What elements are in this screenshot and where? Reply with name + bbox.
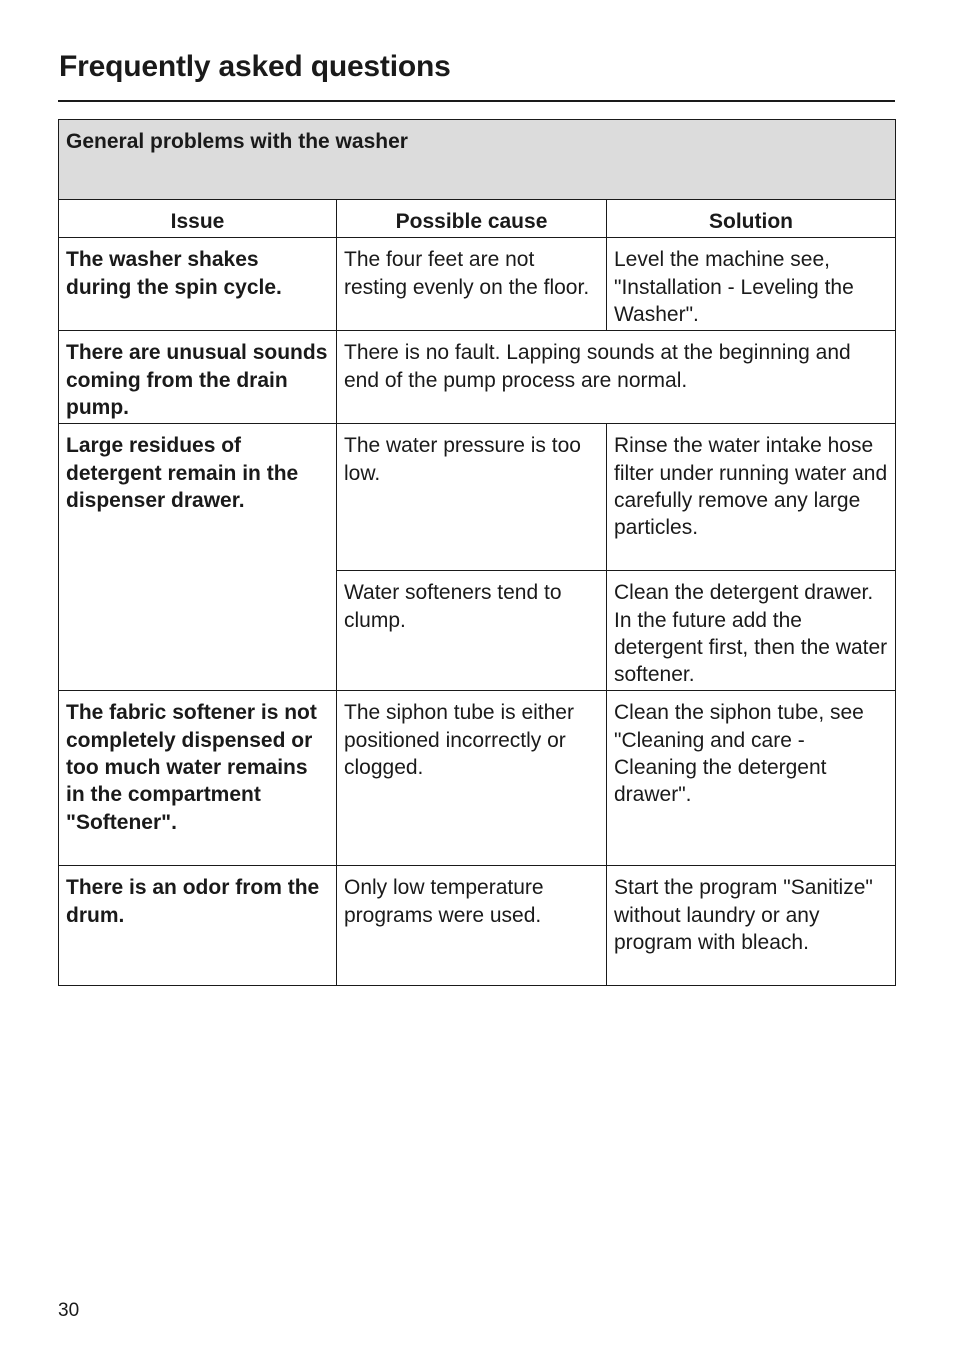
page-number: 30: [58, 1300, 80, 1321]
issue-cell: There is an odor from the drum.: [59, 866, 337, 986]
table-row: [59, 238, 896, 331]
solution-cell: Clean the detergent drawer. In the future add the detergent first, then the water softener.: [607, 571, 896, 691]
solution-cell: Rinse the water intake hose filter under running water and carefully remove any large particles.: [607, 424, 896, 571]
faq-table: [58, 119, 896, 986]
table-row: [59, 424, 896, 571]
cause-cell: Water softeners tend to clump.: [337, 571, 607, 691]
title-divider: [58, 100, 895, 102]
section-header-row: [59, 120, 896, 200]
column-header-row: [59, 200, 896, 238]
solution-cell: Clean the siphon tube, see "Cleaning and care - Cleaning the detergent drawer".: [607, 691, 896, 866]
section-title: General problems with the washer: [59, 120, 896, 200]
issue-cell: The washer shakes during the spin cycle.: [59, 238, 337, 331]
column-header-issue: Issue: [59, 200, 337, 238]
cause-cell: The four feet are not resting evenly on the floor.: [337, 238, 607, 331]
issue-cell: The fabric softener is not completely dispensed or too much water remains in the compartment "Softener".: [59, 691, 337, 866]
page-title: Frequently asked questions: [59, 50, 451, 83]
merged-note-cell: There is no fault. Lapping sounds at the beginning and end of the pump process are normal.: [337, 331, 896, 424]
issue-cell: There are unusual sounds coming from the drain pump.: [59, 331, 337, 424]
solution-cell: Level the machine see, "Installation - Leveling the Washer".: [607, 238, 896, 331]
table-row: [59, 331, 896, 424]
table-row: [59, 691, 896, 866]
cause-cell: The water pressure is too low.: [337, 424, 607, 571]
column-header-solution: Solution: [607, 200, 896, 238]
column-header-cause: Possible cause: [337, 200, 607, 238]
cause-cell: The siphon tube is either positioned incorrectly or clogged.: [337, 691, 607, 866]
table-row: [59, 866, 896, 986]
issue-cell: Large residues of detergent remain in the dispenser drawer.: [59, 424, 337, 691]
solution-cell: Start the program "Sanitize" without laundry or any program with bleach.: [607, 866, 896, 986]
cause-cell: Only low temperature programs were used.: [337, 866, 607, 986]
